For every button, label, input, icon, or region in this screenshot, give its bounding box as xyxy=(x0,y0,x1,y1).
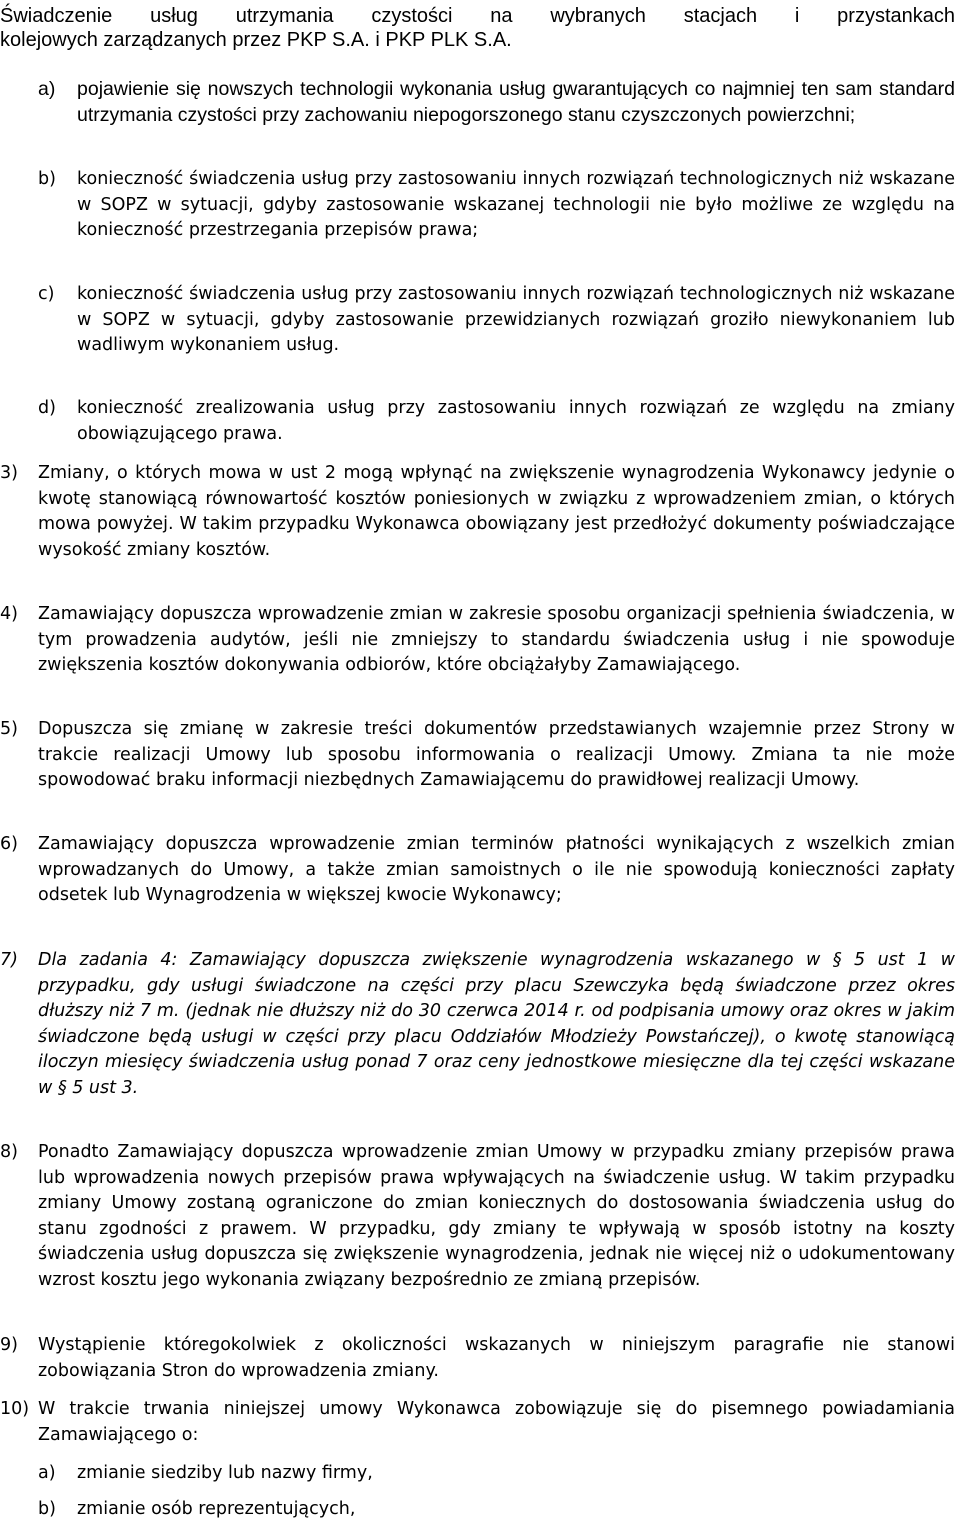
paragraph-6-text: Zamawiający dopuszcza wprowadzenie zmian terminów płatności wynikających z wszelkich zmian wprowadzanych do Umowy, a także zmian samoistnych o ile nie spowodują konieczności zapłaty odsetek lub Wynagrodzenia w większej kwocie Wykonawcy; xyxy=(38,834,955,906)
item-d-label: d) xyxy=(38,398,56,418)
paragraph-3-label: 3) xyxy=(0,463,18,483)
paragraph-9-text: Wystąpienie któregokolwiek z okoliczności wskazanych w niniejszym paragrafie nie stanowi zobowiązania Stron do wprowadzenia zmiany. xyxy=(38,1335,955,1381)
item-b-label: b) xyxy=(38,169,56,189)
paragraph-10-label: 10) xyxy=(0,1399,30,1419)
paragraph-8-label: 8) xyxy=(0,1142,18,1162)
paragraph-10-item-b-label: b) xyxy=(38,1499,56,1519)
paragraph-6-label: 6) xyxy=(0,834,18,854)
document-header-line-2: kolejowych zarządzanych przez PKP S.A. i PKP PLK S.A. xyxy=(0,29,512,51)
paragraph-8-text: Ponadto Zamawiający dopuszcza wprowadzenie zmian Umowy w przypadku zmiany przepisów prawa lub wprowadzenia nowych przepisów prawa wpływających na świadczenie usług. W takim przypadku zmiany Umowy zostaną ograniczone do zmian koniecznych do dostosowania świadczenia usług do stanu zgodności z prawem. W przypadku, gdy zmiany te wpływają w sposób istotny na koszty świadczenia usług dopuszcza się zwiększenie wynagrodzenia, jednak nie więcej niż o udokumentowany wzrost kosztu jego wykonania związany bezpośrednio ze zmianą przepisów. xyxy=(38,1142,955,1290)
item-a-label: a) xyxy=(38,78,56,100)
paragraph-10-item-a-text: zmianie siedziby lub nazwy firmy, xyxy=(77,1463,373,1483)
paragraph-4-text: Zamawiający dopuszcza wprowadzenie zmian w zakresie sposobu organizacji spełnienia świadczenia, w tym prowadzenia audytów, jeśli nie zmniejszy to standardu świadczenia usług i nie spowoduje zwiększenia kosztów dokonywania odbiorów, które obciążałyby Zamawiającego. xyxy=(38,604,955,676)
paragraph-10-item-b-text: zmianie osób reprezentujących, xyxy=(77,1499,356,1519)
paragraph-7-label: 7) xyxy=(0,950,18,970)
paragraph-5-text: Dopuszcza się zmianę w zakresie treści dokumentów przedstawianych wzajemnie przez Strony w trakcie realizacji Umowy lub sposobu informowania o realizacji Umowy. Zmiana ta nie może spowodować braku informacji niezbędnych Zamawiającemu do prawidłowej realizacji Umowy. xyxy=(38,719,955,791)
document-header-line-1: Świadczenie usług utrzymania czystości na wybranych stacjach i przystankach xyxy=(0,5,955,27)
item-b-text: konieczność świadczenia usług przy zastosowaniu innych rozwiązań technologicznych niż wskazane w SOPZ w sytuacji, gdyby zastosowanie wskazanej technologii nie było możliwe ze względu na konieczność przestrzegania przepisów prawa; xyxy=(77,169,955,241)
item-c-label: c) xyxy=(38,284,55,304)
paragraph-7-text: Dla zadania 4: Zamawiający dopuszcza zwiększenie wynagrodzenia wskazanego w § 5 ust 1 w przypadku, gdy usługi świadczone na części przy placu Szewczyka będą świadczone przez okres dłuższy niż 7 m. (jednak nie dłuższy niż do 30 czerwca 2014 r. od podpisania umowy oraz okres w jakim świadczone będą usługi w części przy placu Oddziałów Młodzieży Powstańczej), o kwotę stanowiącą iloczyn miesięcy świadczenia usług ponad 7 oraz ceny jednostkowe miesięczne dla tej części wskazane w § 5 ust 3. xyxy=(38,950,955,1098)
item-c-text: konieczność świadczenia usług przy zastosowaniu innych rozwiązań technologicznych niż wskazane w SOPZ w sytuacji, gdyby zastosowanie przewidzianych rozwiązań groziło niewykonaniem lub wadliwym wykonaniem usług. xyxy=(77,284,955,356)
paragraph-5-label: 5) xyxy=(0,719,18,739)
paragraph-9-label: 9) xyxy=(0,1335,18,1355)
item-a-text: pojawienie się nowszych technologii wykonania usług gwarantujących co najmniej ten sam standard utrzymania czystości przy zachowaniu niepogorszonego stanu czyszczonych powierzchni; xyxy=(77,78,955,126)
item-d-text: konieczność zrealizowania usług przy zastosowaniu innych rozwiązań ze względu na zmiany obowiązującego prawa. xyxy=(77,398,955,444)
paragraph-3-text: Zmiany, o których mowa w ust 2 mogą wpłynąć na zwiększenie wynagrodzenia Wykonawcy jedynie o kwotę stanowiącą równowartość kosztów poniesionych w związku z wprowadzeniem zmian, o których mowa powyżej. W takim przypadku Wykonawca obowiązany jest przedłożyć dokumenty poświadczające wysokość zmiany kosztów. xyxy=(38,463,955,560)
paragraph-10-text: W trakcie trwania niniejszej umowy Wykonawca zobowiązuje się do pisemnego powiadamiania Zamawiającego o: xyxy=(38,1399,955,1445)
paragraph-10-item-a-label: a) xyxy=(38,1463,56,1483)
paragraph-4-label: 4) xyxy=(0,604,18,624)
